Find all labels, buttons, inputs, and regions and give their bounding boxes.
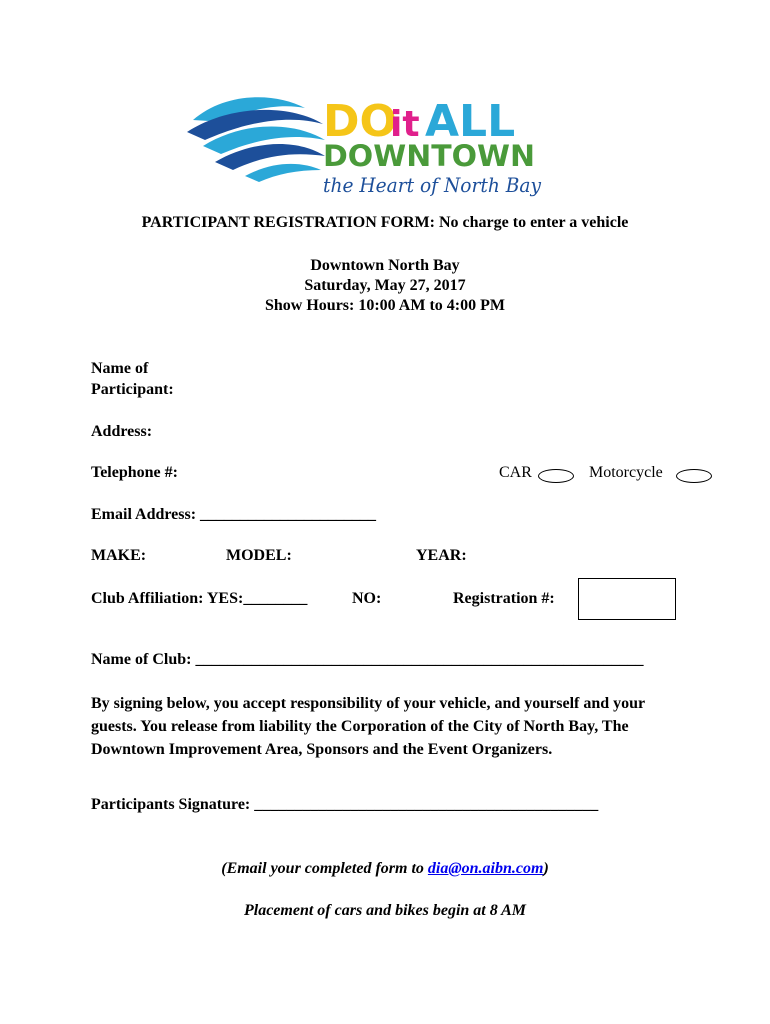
wave-graphic xyxy=(187,97,325,182)
model-label: MODEL: xyxy=(226,547,292,564)
club-affiliation-label: Club Affiliation: YES:________ xyxy=(91,590,308,607)
logo-downtown: DOWNTOWN xyxy=(323,139,535,173)
doitall-downtown-logo xyxy=(185,82,545,202)
event-hours: Show Hours: 10:00 AM to 4:00 PM xyxy=(265,297,505,314)
placement-note: Placement of cars and bikes begin at 8 AM xyxy=(243,902,527,919)
car-checkbox[interactable] xyxy=(538,469,574,483)
logo-do: DO xyxy=(323,96,397,147)
club-name-label: Name of Club: ________________________________________________________ xyxy=(91,651,644,668)
motorcycle-checkbox[interactable] xyxy=(676,469,712,483)
name-label-line1: Name of xyxy=(91,360,149,377)
email-note xyxy=(0,860,770,878)
year-label: YEAR: xyxy=(416,547,467,564)
motorcycle-label: Motorcycle xyxy=(589,464,663,481)
name-label-line2: Participant: xyxy=(91,381,174,398)
address-label: Address: xyxy=(91,423,153,440)
registration-number-box[interactable] xyxy=(578,578,676,620)
event-date: Saturday, May 27, 2017 xyxy=(304,277,466,294)
signature-label: Participants Signature: ___________________________________________ xyxy=(91,796,599,813)
make-label: MAKE: xyxy=(91,547,147,564)
telephone-label: Telephone #: xyxy=(91,464,178,481)
registration-label: Registration #: xyxy=(453,590,555,607)
logo-all: ALL xyxy=(425,96,516,147)
club-no-label: NO: xyxy=(352,590,382,607)
liability-disclaimer: By signing below, you accept responsibility of your vehicle, and yourself and your guests. You release from liability the Corporation of the City of North Bay, The Downtown Improvement Area, Sponsors and the Event Organizers. xyxy=(91,695,645,758)
logo-tagline: the Heart of North Bay xyxy=(323,173,542,197)
event-location: Downtown North Bay xyxy=(310,257,460,274)
email-link[interactable]: dia@on.aibn.com xyxy=(427,860,544,877)
form-title: PARTICIPANT REGISTRATION FORM: No charge to enter a vehicle xyxy=(141,214,629,231)
email-note-suffix: ) xyxy=(543,860,549,877)
car-label: CAR xyxy=(499,464,532,481)
email-label: Email Address: ______________________ xyxy=(91,506,377,523)
email-note-prefix: (Email your completed form to xyxy=(221,860,428,877)
logo-it: it xyxy=(390,104,420,145)
